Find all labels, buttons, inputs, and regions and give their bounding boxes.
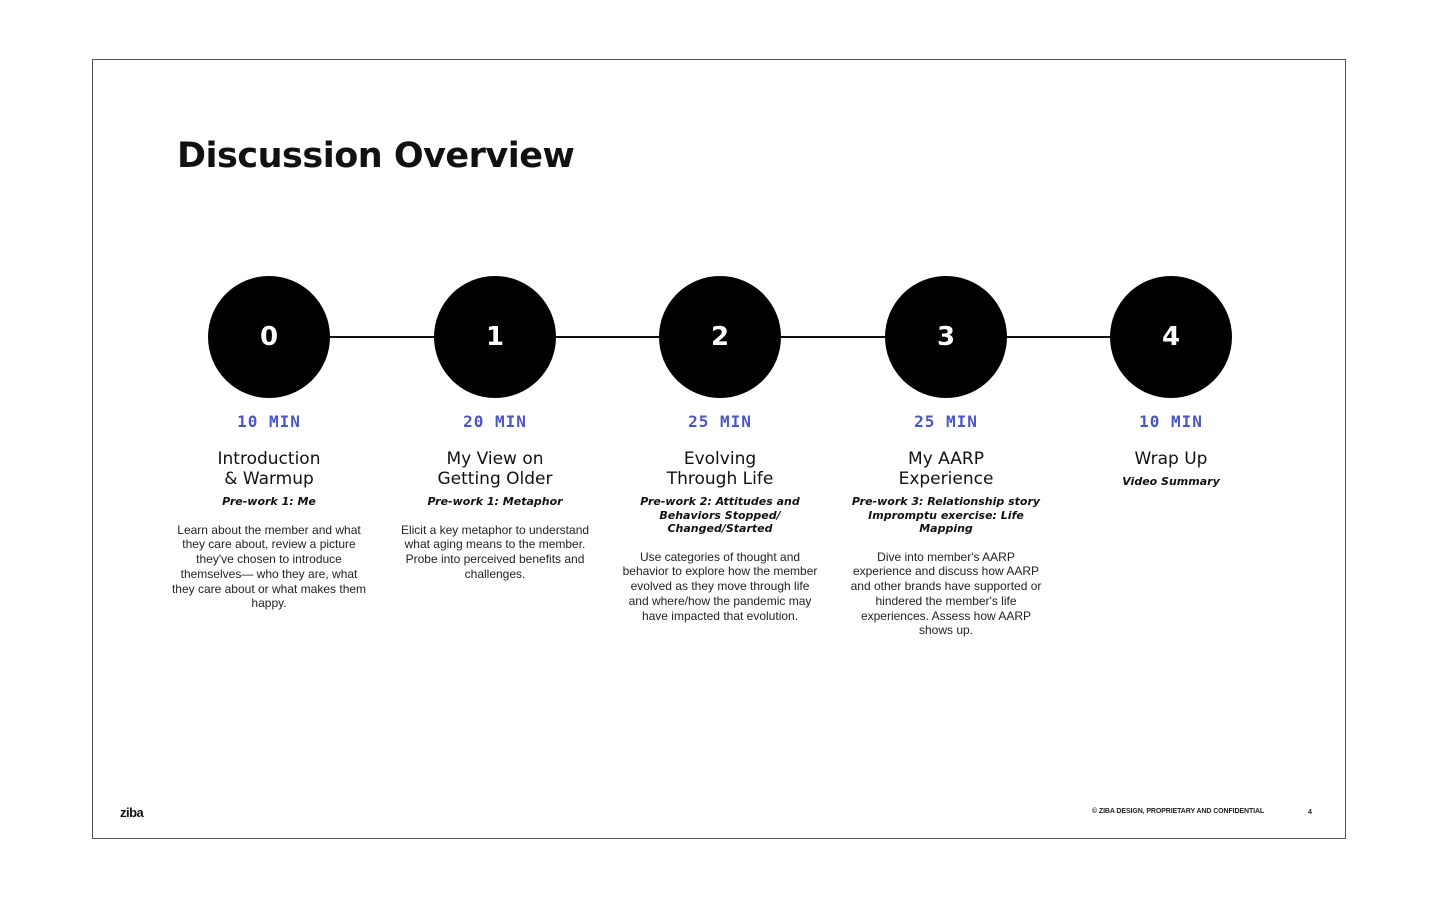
step-title: My View on Getting Older — [437, 449, 553, 489]
timeline-step-3 — [836, 276, 1056, 638]
step-title: Wrap Up — [1134, 449, 1208, 469]
step-circle — [434, 276, 556, 398]
step-description: Use categories of thought and behavior to explore how the member evolved as they move through life and where/how the pandemic may have impacted that evolution. — [622, 549, 818, 623]
step-number: 4 — [1161, 322, 1181, 352]
step-number: 2 — [710, 322, 730, 352]
slide-title: Discussion Overview — [177, 136, 575, 176]
step-description: Elicit a key metaphor to understand what aging means to the member. Probe into perceived benefits and challenges. — [400, 522, 590, 581]
step-number: 0 — [259, 322, 279, 352]
step-circle — [1110, 276, 1232, 398]
step-prework: Pre-work 3: Relationship story Impromptu exercise: Life Mapping — [851, 495, 1041, 535]
timeline-step-1 — [385, 276, 605, 582]
step-title: Introduction & Warmup — [217, 449, 321, 489]
timeline-step-0 — [159, 276, 379, 611]
step-duration: 25 MIN — [688, 412, 752, 431]
step-prework: Video Summary — [1122, 475, 1220, 488]
step-description: Dive into member's AARP experience and discuss how AARP and other brands have supported or hindered the member's life experiences. Assess how AARP shows up. — [850, 549, 1042, 638]
step-duration: 25 MIN — [914, 412, 978, 431]
step-prework: Pre-work 1: Metaphor — [427, 495, 563, 508]
timeline-step-4 — [1061, 276, 1281, 503]
step-title: My AARP Experience — [898, 449, 994, 489]
page-number: 4 — [1308, 809, 1312, 816]
step-duration: 10 MIN — [237, 412, 301, 431]
step-description: Learn about the member and what they care about, review a picture they've chosen to introduce themselves— who they are, what they care about or what makes them happy. — [171, 522, 367, 611]
step-circle — [659, 276, 781, 398]
timeline-step-2 — [610, 276, 830, 623]
step-prework: Pre-work 2: Attitudes and Behaviors Stopped/ Changed/Started — [640, 495, 800, 535]
step-duration: 20 MIN — [463, 412, 527, 431]
slide — [92, 59, 1346, 839]
step-title: Evolving Through Life — [666, 449, 774, 489]
step-number: 1 — [485, 322, 505, 352]
confidentiality-note: © ZIBA DESIGN, PROPRIETARY AND CONFIDENTIAL — [1092, 808, 1265, 815]
step-duration: 10 MIN — [1139, 412, 1203, 431]
step-circle — [885, 276, 1007, 398]
step-circle — [208, 276, 330, 398]
step-prework: Pre-work 1: Me — [222, 495, 316, 508]
ziba-logo: ziba — [120, 805, 144, 820]
step-number: 3 — [936, 322, 956, 352]
